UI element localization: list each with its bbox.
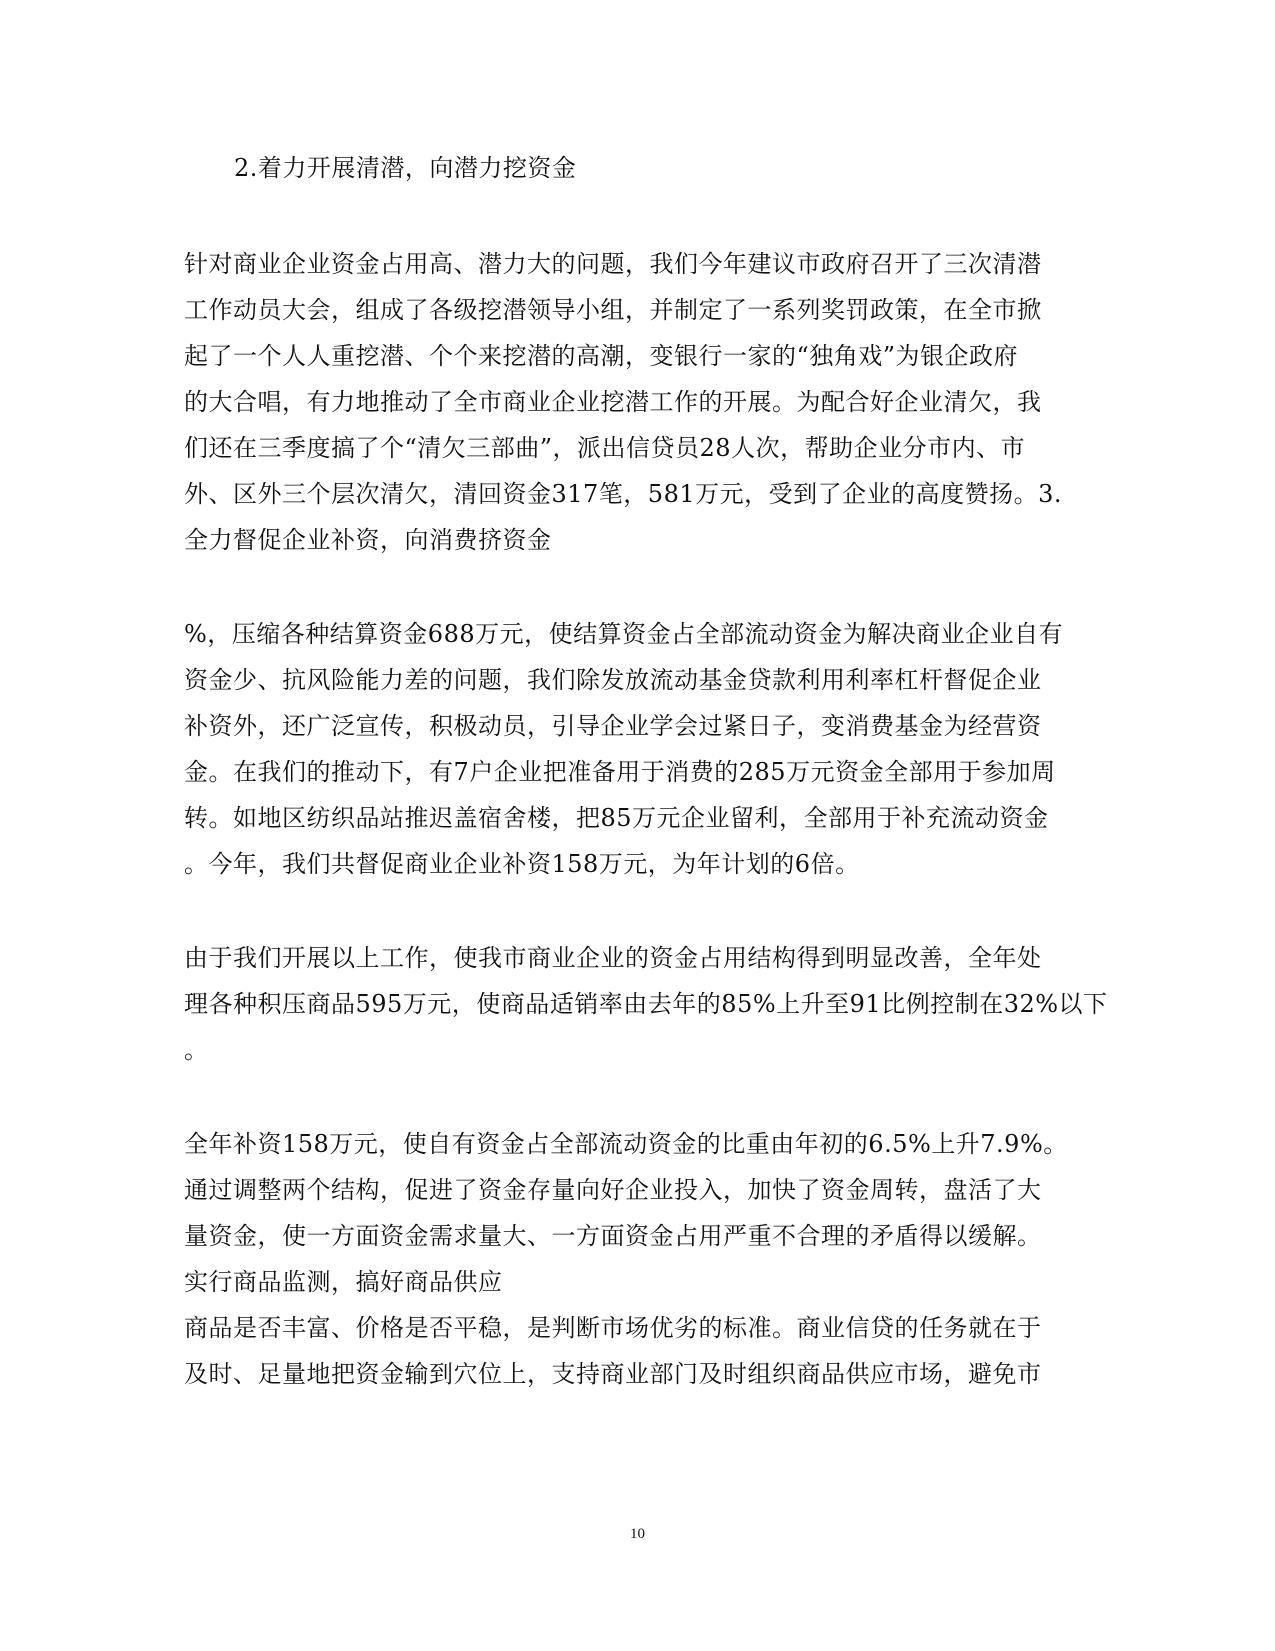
- text-line: 。今年，我们共督促商业企业补资158万元，为年计划的6倍。: [184, 850, 860, 878]
- text-line: 起了一个人人重挖潜、个个来挖潜的高潮，变银行一家的“独角戏”为银企政府: [184, 342, 1019, 370]
- text-line: 工作动员大会，组成了各级挖潜领导小组，并制定了一系列奖罚政策，在全市掀: [184, 296, 1042, 324]
- text-line: 针对商业企业资金占用高、潜力大的问题，我们今年建议市政府召开了三次清潜: [184, 250, 1042, 278]
- page-number: 10: [630, 1526, 645, 1542]
- text-line: 由于我们开展以上工作，使我市商业企业的资金占用结构得到明显改善，全年处: [184, 944, 1042, 972]
- text-line: 资金少、抗风险能力差的问题，我们除发放流动基金贷款利用利率杠杆督促企业: [184, 666, 1042, 694]
- text-line: 商品是否丰富、价格是否平稳，是判断市场优劣的标准。商业信贷的任务就在于: [184, 1314, 1042, 1342]
- text-line: 全年补资158万元，使自有资金占全部流动资金的比重由年初的6.5%上升7.9%。: [184, 1130, 1068, 1158]
- text-line: 的大合唱，有力地推动了全市商业企业挖潜工作的开展。为配合好企业清欠，我: [184, 388, 1042, 416]
- text-line: 实行商品监测，搞好商品供应: [184, 1268, 503, 1296]
- text-line: 补资外，还广泛宣传，积极动员，引导企业学会过紧日子，变消费基金为经营资: [184, 712, 1042, 740]
- text-line: %，压缩各种结算资金688万元，使结算资金占全部流动资金为解决商业企业自有: [184, 620, 1064, 648]
- text-line: 转。如地区纺织品站推迟盖宿舍楼，把85万元企业留利，全部用于补充流动资金: [184, 804, 1049, 832]
- text-line: 外、区外三个层次清欠，清回资金317笔，581万元，受到了企业的高度赞扬。3.: [184, 480, 1063, 508]
- text-line: 通过调整两个结构，促进了资金存量向好企业投入，加快了资金周转，盘活了大: [184, 1176, 1042, 1204]
- text-line: 。: [184, 1036, 209, 1064]
- text-line: 金。在我们的推动下，有7户企业把准备用于消费的285万元资金全部用于参加周: [184, 758, 1056, 786]
- section-heading: 2.着力开展清潜，向潜力挖资金: [234, 154, 577, 182]
- text-line: 及时、足量地把资金输到穴位上，支持商业部门及时组织商品供应市场，避免市: [184, 1360, 1042, 1388]
- text-line: 全力督促企业补资，向消费挤资金: [184, 526, 552, 554]
- text-line: 量资金，使一方面资金需求量大、一方面资金占用严重不合理的矛盾得以缓解。: [184, 1222, 1042, 1250]
- text-line: 们还在三季度搞了个“清欠三部曲”，派出信贷员28人次，帮助企业分市内、市: [184, 434, 1026, 462]
- text-line: 理各种积压商品595万元，使商品适销率由去年的85%上升至91比例控制在32%以下: [184, 990, 1108, 1018]
